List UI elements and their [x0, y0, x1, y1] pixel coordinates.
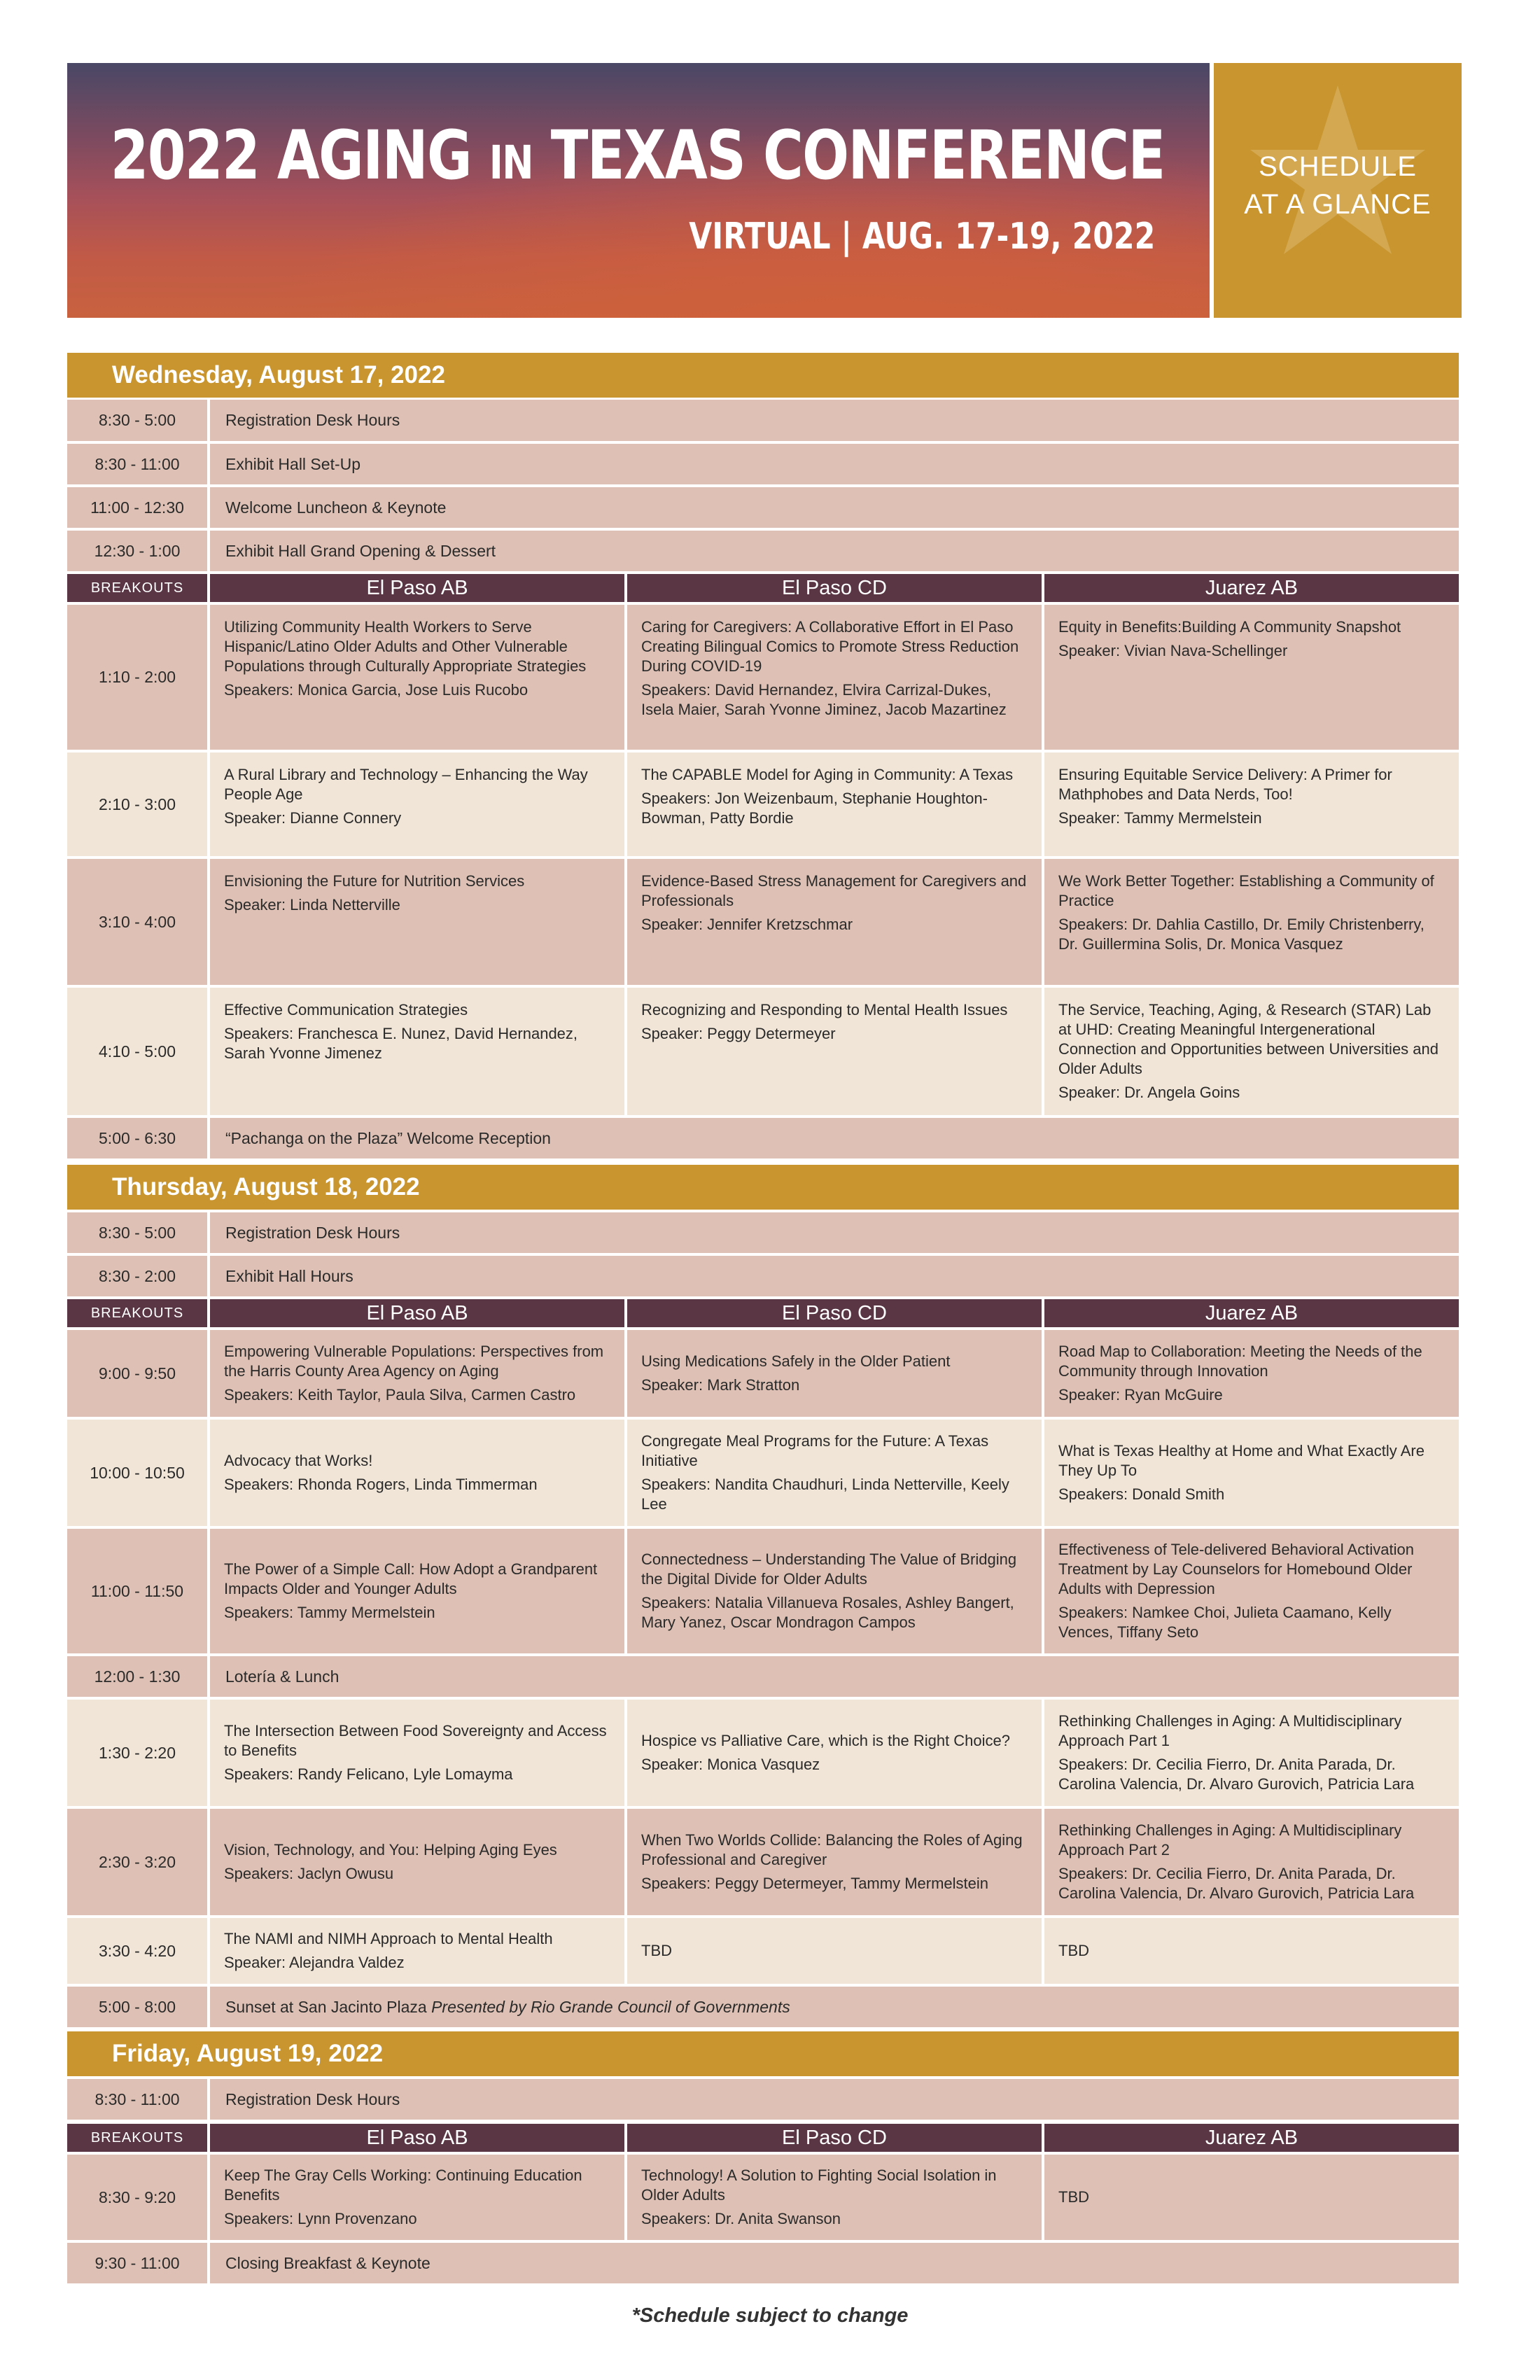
- session-cell: [1044, 1918, 1459, 1984]
- event-title: Closing Breakfast & Keynote: [210, 2243, 1459, 2283]
- session-speakers: Speaker: Tammy Mermelstein: [1058, 809, 1262, 827]
- session-speakers: Speakers: Dr. Anita Swanson: [641, 2210, 841, 2227]
- time-cell: 8:30 - 11:00: [67, 2079, 207, 2120]
- session-cell: [210, 1700, 624, 1806]
- room-header: El Paso AB: [210, 574, 624, 602]
- event-title: [210, 1987, 1459, 2027]
- conference-subtitle: VIRTUAL | AUG. 17-19, 2022: [688, 216, 1155, 258]
- room-header: Juarez AB: [1044, 2124, 1459, 2152]
- session-cell: [627, 1700, 1042, 1806]
- session-title: The NAMI and NIMH Approach to Mental Health: [224, 1930, 553, 1947]
- session-cell: [1044, 1330, 1459, 1417]
- time-cell: 4:10 - 5:00: [67, 988, 207, 1115]
- schedule-row: [67, 1118, 1459, 1158]
- session-cell: [210, 1809, 624, 1915]
- session-cell: [1044, 2155, 1459, 2240]
- session-title: Keep The Gray Cells Working: Continuing Education Benefits: [224, 2166, 582, 2204]
- session-cell: [627, 605, 1042, 750]
- room-header: Juarez AB: [1044, 1299, 1459, 1327]
- session-title: Road Map to Collaboration: Meeting the Needs of the Community through Innovation: [1058, 1343, 1422, 1380]
- session-speakers: Speaker: Dr. Angela Goins: [1058, 1084, 1240, 1101]
- session-cell: [627, 2155, 1042, 2240]
- breakout-row: [67, 752, 1459, 856]
- session-speakers: Speaker: Dianne Connery: [224, 809, 402, 827]
- time-cell: 5:00 - 6:30: [67, 1118, 207, 1158]
- time-cell: 9:00 - 9:50: [67, 1330, 207, 1417]
- session-speakers: Speakers: Tammy Mermelstein: [224, 1604, 435, 1621]
- session-title: A Rural Library and Technology – Enhancing the Way People Age: [224, 766, 588, 803]
- session-speakers: Speakers: Nandita Chaudhuri, Linda Netterville, Keely Lee: [641, 1476, 1009, 1513]
- schedule-row: [67, 2243, 1459, 2283]
- session-cell: [1044, 752, 1459, 856]
- session-cell: [1044, 859, 1459, 985]
- time-cell: 8:30 - 5:00: [67, 1212, 207, 1253]
- session-cell: [1044, 1700, 1459, 1806]
- session-title: Envisioning the Future for Nutrition Services: [224, 872, 525, 890]
- session-speakers: Speaker: Jennifer Kretzschmar: [641, 916, 853, 933]
- session-speakers: Speakers: Namkee Choi, Julieta Caamano, Kelly Vences, Tiffany Seto: [1058, 1604, 1392, 1641]
- session-cell: [627, 752, 1042, 856]
- session-cell: [210, 859, 624, 985]
- session-title: Evidence-Based Stress Management for Caregivers and Professionals: [641, 872, 1027, 909]
- event-title: “Pachanga on the Plaza” Welcome Reception: [210, 1118, 1459, 1158]
- event-title: Welcome Luncheon & Keynote: [210, 487, 1459, 528]
- event-title: Registration Desk Hours: [210, 2079, 1459, 2120]
- session-cell: [210, 1918, 624, 1984]
- room-header: El Paso CD: [627, 1299, 1042, 1327]
- hero-banner: [67, 63, 1210, 318]
- event-title: Registration Desk Hours: [210, 400, 1459, 441]
- session-title: Equity in Benefits:Building A Community Snapshot: [1058, 618, 1401, 636]
- time-cell: 10:00 - 10:50: [67, 1420, 207, 1526]
- session-cell: [210, 2155, 624, 2240]
- session-speakers: Speakers: Randy Felicano, Lyle Lomayma: [224, 1765, 513, 1783]
- session-cell: [210, 752, 624, 856]
- day-header-thursday: Thursday, August 18, 2022: [67, 1165, 1459, 1210]
- event-title: Exhibit Hall Grand Opening & Dessert: [210, 531, 1459, 571]
- session-title: The Service, Teaching, Aging, & Research (STAR) Lab at UHD: Creating Meaningful Intergenerational Connection and Opportunities between Universities and Older Adults: [1058, 1001, 1438, 1077]
- session-speakers: Speakers: Keith Taylor, Paula Silva, Carmen Castro: [224, 1386, 576, 1404]
- event-title: Exhibit Hall Set-Up: [210, 444, 1459, 484]
- session-title: The Intersection Between Food Sovereignty and Access to Benefits: [224, 1722, 607, 1759]
- time-cell: 8:30 - 2:00: [67, 1256, 207, 1296]
- footer-note: *Schedule subject to change: [631, 2304, 909, 2327]
- schedule-row: [67, 1256, 1459, 1296]
- session-title: Recognizing and Responding to Mental Health Issues: [641, 1001, 1008, 1018]
- session-title: TBD: [641, 1942, 672, 1959]
- session-title: Ensuring Equitable Service Delivery: A Primer for Mathphobes and Data Nerds, Too!: [1058, 766, 1392, 803]
- session-cell: [627, 1330, 1042, 1417]
- session-title: The Power of a Simple Call: How Adopt a Grandparent Impacts Older and Younger Adults: [224, 1560, 598, 1597]
- session-cell: [210, 605, 624, 750]
- session-cell: [1044, 1809, 1459, 1915]
- time-cell: 9:30 - 11:00: [67, 2243, 207, 2283]
- session-title: Vision, Technology, and You: Helping Aging Eyes: [224, 1841, 557, 1858]
- session-cell: [1044, 605, 1459, 750]
- time-cell: 2:30 - 3:20: [67, 1809, 207, 1915]
- time-cell: 8:30 - 9:20: [67, 2155, 207, 2240]
- session-cell: [1044, 1420, 1459, 1526]
- session-speakers: Speakers: Franchesca E. Nunez, David Hernandez, Sarah Yvonne Jimenez: [224, 1025, 578, 1062]
- session-speakers: Speakers: Lynn Provenzano: [224, 2210, 417, 2227]
- event-title: Exhibit Hall Hours: [210, 1256, 1459, 1296]
- session-title: What is Texas Healthy at Home and What Exactly Are They Up To: [1058, 1442, 1424, 1479]
- breakouts-label: BREAKOUTS: [67, 2124, 207, 2152]
- time-cell: 1:10 - 2:00: [67, 605, 207, 750]
- session-title: Congregate Meal Programs for the Future: A Texas Initiative: [641, 1432, 989, 1469]
- session-speakers: Speakers: Dr. Cecilia Fierro, Dr. Anita Parada, Dr. Carolina Valencia, Dr. Alvaro Gurovich, Patricia Lara: [1058, 1756, 1415, 1793]
- breakout-row: [67, 2155, 1459, 2240]
- room-header: Juarez AB: [1044, 574, 1459, 602]
- breakout-row: [67, 1529, 1459, 1653]
- breakout-row: [67, 988, 1459, 1115]
- schedule-row: [67, 1987, 1459, 2027]
- session-speakers: Speaker: Peggy Determeyer: [641, 1025, 836, 1042]
- session-cell: [627, 988, 1042, 1115]
- session-title: TBD: [1058, 2188, 1089, 2206]
- time-cell: 3:10 - 4:00: [67, 859, 207, 985]
- session-title: Rethinking Challenges in Aging: A Multidisciplinary Approach Part 1: [1058, 1712, 1402, 1749]
- session-cell: [627, 1918, 1042, 1984]
- session-cell: [210, 988, 624, 1115]
- breakouts-label: BREAKOUTS: [67, 1299, 207, 1327]
- session-speakers: Speaker: Monica Vasquez: [641, 1756, 820, 1773]
- time-cell: 12:00 - 1:30: [67, 1656, 207, 1697]
- session-speakers: Speaker: Alejandra Valdez: [224, 1954, 405, 1971]
- schedule-row: [67, 2079, 1459, 2120]
- breakout-row: [67, 1918, 1459, 1984]
- schedule-row: [67, 1212, 1459, 1253]
- schedule-row: [67, 444, 1459, 484]
- schedule-row: [67, 531, 1459, 571]
- room-header: El Paso CD: [627, 2124, 1042, 2152]
- session-title: Hospice vs Palliative Care, which is the Right Choice?: [641, 1732, 1011, 1749]
- session-speakers: Speakers: Donald Smith: [1058, 1485, 1225, 1503]
- session-speakers: Speaker: Linda Netterville: [224, 896, 400, 913]
- room-header: El Paso AB: [210, 1299, 624, 1327]
- time-cell: 12:30 - 1:00: [67, 531, 207, 571]
- time-cell: 8:30 - 5:00: [67, 400, 207, 441]
- event-title: Lotería & Lunch: [210, 1656, 1459, 1697]
- room-header: El Paso CD: [627, 574, 1042, 602]
- schedule-row: [67, 400, 1459, 441]
- session-cell: [1044, 988, 1459, 1115]
- time-cell: 2:10 - 3:00: [67, 752, 207, 856]
- breakout-row: [67, 1420, 1459, 1526]
- session-speakers: Speakers: Dr. Dahlia Castillo, Dr. Emily Christenberry, Dr. Guillermina Solis, Dr. Monica Vasquez: [1058, 916, 1424, 953]
- session-speakers: Speakers: Jaclyn Owusu: [224, 1865, 394, 1882]
- session-title: Rethinking Challenges in Aging: A Multidisciplinary Approach Part 2: [1058, 1821, 1402, 1858]
- session-title: Effectiveness of Tele-delivered Behavioral Activation Treatment by Lay Counselors for Homebound Older Adults with Depression: [1058, 1541, 1414, 1597]
- session-speakers: Speakers: Dr. Cecilia Fierro, Dr. Anita Parada, Dr. Carolina Valencia, Dr. Alvaro Gurovich, Patricia Lara: [1058, 1865, 1415, 1902]
- badge-line-1: SCHEDULE: [1259, 151, 1417, 182]
- session-title: The CAPABLE Model for Aging in Community: A Texas: [641, 766, 1014, 783]
- schedule-row: [67, 487, 1459, 528]
- session-title: Connectedness – Understanding The Value of Bridging the Digital Divide for Older Adults: [641, 1550, 1017, 1588]
- day-header-friday: Friday, August 19, 2022: [67, 2031, 1459, 2076]
- breakout-row: [67, 1330, 1459, 1417]
- conference-header: [67, 63, 1462, 318]
- session-speakers: Speakers: Jon Weizenbaum, Stephanie Houghton-Bowman, Patty Bordie: [641, 790, 988, 827]
- breakout-row: [67, 605, 1459, 750]
- session-title: TBD: [1058, 1942, 1089, 1959]
- conference-title: 2022 AGING IN TEXAS CONFERENCE: [111, 116, 1165, 195]
- session-title: When Two Worlds Collide: Balancing the Roles of Aging Professional and Caregiver: [641, 1831, 1023, 1868]
- time-cell: 3:30 - 4:20: [67, 1918, 207, 1984]
- session-cell: [627, 859, 1042, 985]
- session-cell: [210, 1420, 624, 1526]
- time-cell: 11:00 - 12:30: [67, 487, 207, 528]
- session-title: Utilizing Community Health Workers to Serve Hispanic/Latino Older Adults and Other Vulnerable Populations through Culturally Appropriate Strategies: [224, 618, 587, 675]
- session-speakers: Speakers: David Hernandez, Elvira Carrizal-Dukes, Isela Maier, Sarah Yvonne Jiminez, Jacob Mazartinez: [641, 681, 1007, 718]
- time-cell: 5:00 - 8:00: [67, 1987, 207, 2027]
- session-speakers: Speakers: Natalia Villanueva Rosales, Ashley Bangert, Mary Yanez, Oscar Mondragon Campos: [641, 1594, 1014, 1631]
- session-speakers: Speaker: Ryan McGuire: [1058, 1386, 1223, 1404]
- time-cell: 8:30 - 11:00: [67, 444, 207, 484]
- breakouts-header: [67, 574, 1459, 602]
- schedule-row: [67, 1656, 1459, 1697]
- breakout-row: [67, 1700, 1459, 1806]
- session-cell: [1044, 1529, 1459, 1653]
- session-cell: [210, 1529, 624, 1653]
- session-title: Empowering Vulnerable Populations: Perspectives from the Harris County Area Agency on Aging: [224, 1343, 604, 1380]
- session-speakers: Speaker: Mark Stratton: [641, 1376, 800, 1394]
- session-speakers: Speakers: Peggy Determeyer, Tammy Mermelstein: [641, 1875, 988, 1892]
- session-cell: [627, 1420, 1042, 1526]
- session-cell: [627, 1529, 1042, 1653]
- schedule-badge: [1214, 63, 1462, 318]
- breakout-row: [67, 859, 1459, 985]
- room-header: El Paso AB: [210, 2124, 624, 2152]
- session-title: Advocacy that Works!: [224, 1452, 373, 1469]
- session-speakers: Speakers: Rhonda Rogers, Linda Timmerman: [224, 1476, 538, 1493]
- session-cell: [210, 1330, 624, 1417]
- day-header-wednesday: Wednesday, August 17, 2022: [67, 353, 1459, 398]
- breakouts-header: [67, 2124, 1459, 2152]
- event-title-text: Sunset at San Jacinto Plaza: [225, 1997, 427, 2016]
- session-speakers: Speaker: Vivian Nava-Schellinger: [1058, 642, 1288, 659]
- session-title: Technology! A Solution to Fighting Social Isolation in Older Adults: [641, 2166, 997, 2204]
- session-title: Caring for Caregivers: A Collaborative Effort in El Paso Creating Bilingual Comics to Promote Stress Reduction During COVID-19: [641, 618, 1019, 675]
- time-cell: 1:30 - 2:20: [67, 1700, 207, 1806]
- breakouts-header: [67, 1299, 1459, 1327]
- breakouts-label: BREAKOUTS: [67, 574, 207, 602]
- breakout-row: [67, 1809, 1459, 1915]
- session-cell: [627, 1809, 1042, 1915]
- time-cell: 11:00 - 11:50: [67, 1529, 207, 1653]
- session-title: Effective Communication Strategies: [224, 1001, 468, 1018]
- event-title: Registration Desk Hours: [210, 1212, 1459, 1253]
- event-presenter: Presented by Rio Grande Council of Governments: [431, 1997, 790, 2016]
- session-title: We Work Better Together: Establishing a Community of Practice: [1058, 872, 1434, 909]
- session-title: Using Medications Safely in the Older Patient: [641, 1352, 951, 1370]
- session-speakers: Speakers: Monica Garcia, Jose Luis Rucobo: [224, 681, 528, 699]
- badge-line-2: AT A GLANCE: [1244, 189, 1432, 220]
